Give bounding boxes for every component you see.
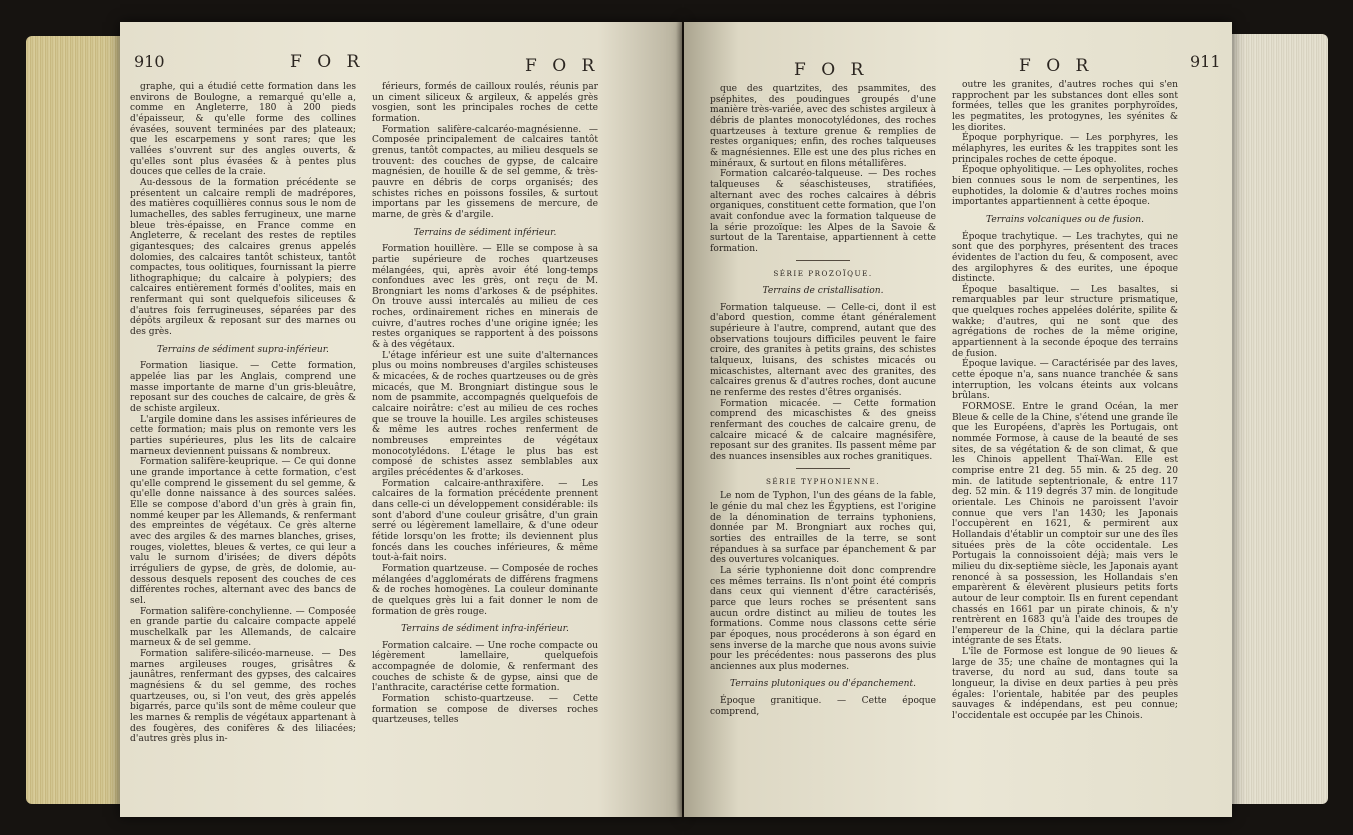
running-head-right-1: F O R — [794, 60, 869, 80]
section-heading: Terrains de sédiment inférieur. — [413, 227, 557, 238]
paragraph: Formation salifère-calcaréo-magnésienne. — Composée principalement de calcaires tantôt grenus, tantôt compactes, au milieu desquels se trouvent: des couches de gypse, de calcaire magnésien, de houille & de sel gemme, & très-pauvre en débris de corps organisés; des schistes riches en poissons fossiles, & surtout importans par les gissemens de mercure, de marne, de grès & d'argile. — [372, 124, 598, 220]
section-rule — [796, 468, 850, 469]
series-heading: SÉRIE PROZOÏQUE. — [773, 268, 873, 278]
paragraph: Époque lavique. — Caractérisée par des laves, cette époque n'a, sans nuance tranchée & sans interruption, les volcans éteints aux volcans brûlans. — [952, 359, 1178, 402]
paragraph: Époque basaltique. — Les basaltes, si remarquables par leur structure prismatique, que quelques roches appelées dolérite, spilite & wakke; d'autres, qui ne sont que des agrégations de roches de la même origine, appartiennent à la seconde époque des terrains de fusion. — [952, 284, 1178, 359]
paragraph: Formation salifère-silicéo-marneuse. — Des marnes argileuses rouges, grisâtres & jaunâtres, renfermant des gypses, des calcaires magnésiens & du sel gemme, des roches quartzeuses, ou, si l'on veut, des grès appelés bigarrés, parce qu'ils sont de même couleur que les marnes & remplis de végétaux appartenant à des fougères, des conifères & des liliacées; d'autres grès plus in- — [130, 649, 356, 745]
section-heading: Terrains volcaniques ou de fusion. — [986, 214, 1144, 225]
paragraph: Époque trachytique. — Les trachytes, qui ne sont que des porphyres, présentent des traces évidentes de l'action du feu, & composent, avec des argilophyres & des eurites, une époque distincte. — [952, 231, 1178, 285]
paragraph: FORMOSE. Entre le grand Océan, la mer Bleue & celle de la Chine, s'étend une grande île que les Européens, d'après les Portugais, ont nommée Formose, à cause de la beauté de ses sites, de sa végétation & de son climat, & que les Chinois appellent Thaï-Wan. Elle est comprise entre 21 deg. 55 min. & 25 deg. 20 min. de latitude septentrionale, & entre 117 deg. 52 min. & 119 degrés 37 min. de longitude orientale. Les Chinois ne paroissent l'avoir connue que vers l'an 1430; les Japonais l'occupèrent en 1621, & permirent aux Hollandais d'établir un comptoir sur une des îles situées près de la côte occidentale. Les Portugais la connoissoient déjà; mais vers le milieu du dix-septième siècle, les Japonais ayant renoncé à sa possession, les Hollandais s'en emparèrent & élevèrent plusieurs petits forts autour de leur comptoir. Ils en furent cependant chassés en 1661 par un pirate chinois, & n'y rentrèrent en 1683 qu'à l'aide des troupes de l'empereur de la Chine, qui la déclara partie intégrante de ses États. — [952, 402, 1178, 647]
left-page-column-1 — [130, 82, 356, 745]
paragraph: outre les granites, d'autres roches qui s'en rapprochent par les substances dont elles sont formées, telles que les granites porphyroïdes, les pegmatites, les protogynes, les syénites & les diorites. — [952, 80, 1178, 133]
paragraph: L'argile domine dans les assises inférieures de cette formation; mais plus on remonte vers les parties supérieures, plus les lits de calcaire marneux deviennent puissans & nombreux. — [130, 414, 356, 457]
paragraph: Le nom de Typhon, l'un des géans de la fable, le génie du mal chez les Égyptiens, est l'origine de la dénomination de terrains typhoniens, donnée par M. Brongniart aux roches qui, sorties des entrailles de la terre, se sont répandues à sa surface par épanchement & par des ouvertures volcaniques. — [710, 491, 936, 566]
paragraph: graphe, qui a étudié cette formation dans les environs de Boulogne, a remarqué qu'elle a, comme en Angleterre, 180 à 200 pieds d'épaisseur, & qu'elle forme des collines évasées, souvent terminées par des plateaux; que les escarpemens y sont rares; que les vallées s'ouvrent sur des angles ouverts, & qu'elles sont plus évasées & à pentes plus douces que celles de la craie. — [130, 82, 356, 178]
section-heading: Terrains de sédiment supra-inférieur. — [157, 344, 329, 355]
paragraph: Formation calcaire-anthraxifère. — Les calcaires de la formation précédente prennent dans celle-ci un développement considérable: ils sont d'abord d'une couleur grisâtre, d'un grain serré ou légèrement lamellaire, & d'une odeur fétide lorsqu'on les frotte; ils deviennent plus foncés dans les couches inférieures, & même tout-à-fait noirs. — [372, 478, 598, 564]
left-page-edges — [26, 36, 120, 804]
paragraph: Formation calcaire. — Une roche compacte ou légèrement lamellaire, quelquefois accompagnée de dolomie, & renfermant des couches de schiste & de gypse, ainsi que de l'anthracite, caractérise cette formation. — [372, 640, 598, 694]
paragraph: Époque granitique. — Cette époque comprend, — [710, 696, 936, 717]
paragraph: Formation houillère. — Elle se compose à sa partie supérieure de roches quartzeuses mélangées, qui, après avoir été long-temps confondues avec les grès, ont reçu de M. Brongniart les noms d'arkoses & de pséphites. On trouve aussi intercalés au milieu de ces roches, ordinairement riches en minerais de cuivre, d'autres roches d'une origine ignée; les restes organiques se rapportent à des poissons & à des végétaux. — [372, 244, 598, 351]
running-head-left-2: F O R — [525, 56, 600, 76]
paragraph: Formation quartzeuse. — Composée de roches mélangées d'agglomérats de différens fragmens & de roches homogènes. La couleur dominante de quelques grès lui a fait donner le nom de formation de grès rouge. — [372, 563, 598, 617]
right-page-column-2 — [952, 80, 1178, 722]
paragraph: Formation salifère-conchylienne. — Composée en grande partie du calcaire compacte appelé muschelkalk par les Allemands, de calcaire marneux & de sel gemme. — [130, 606, 356, 649]
running-head-left-1: F O R — [290, 52, 365, 72]
paragraph: Formation calcaréo-talqueuse. — Des roches talqueuses & séaschisteuses, stratifiées, alternant avec des roches calcaires à débris organiques, constituent cette formation, que l'on avait confondue avec la formation talqueuse de la série prozoïque: les Alpes de la Savoie & surtout de la Tarentaise, appartiennent à cette formation. — [710, 169, 936, 254]
paragraph: Formation liasique. — Cette formation, appelée lias par les Anglais, comprend une masse importante de marne d'un gris-bleuâtre, reposant sur des couches de calcaire, de grès & de schiste argileux. — [130, 361, 356, 415]
paragraph: Formation schisto-quartzeuse. — Cette formation se compose de diverses roches quartzeuses, telles — [372, 694, 598, 726]
left-page-column-2 — [372, 82, 598, 726]
page-number-left: 910 — [134, 52, 165, 71]
running-head-right-2: F O R — [1019, 56, 1094, 76]
right-page-edges — [1232, 34, 1328, 804]
paragraph: Formation salifère-keuprique. — Ce qui donne une grande importance à cette formation, c'est qu'elle comprend le gissement du sel gemme, & qu'elle donne naissance à des sources salées. Elle se compose d'abord d'un grès à grain fin, nommé keuper par les Allemands, & renfermant des empreintes de végétaux. Ce grès alterne avec des argiles & des marnes blanches, grises, rouges, violettes, bleues & vertes, ce qui leur a valu le surnom d'irisées; de divers dépôts irréguliers de gypse, de grès, de dolomie, au-dessous desquels reposent des couches de ces différentes roches, alternant avec des bancs de sel. — [130, 457, 356, 606]
paragraph: férieurs, formés de cailloux roulés, réunis par un ciment siliceux & argileux, & appelés grès vosgien, sont les principales roches de cette formation. — [372, 82, 598, 124]
paragraph: Époque ophyolitique. — Les ophyolites, roches bien connues sous le nom de serpentines, les euphotides, la dolomie & d'autres roches moins importantes appartiennent à cette époque. — [952, 165, 1178, 208]
paragraph: Au-dessous de la formation précédente se présentent un calcaire rempli de madrépores, des matières coquillières connus sous le nom de lumachelles, des sables ferrugineux, une marne bleue très-épaisse, en France comme en Angleterre, & recelant des restes de reptiles gigantesques; des calcaires grenus appelés dolomies, des calcaires tantôt schisteux, tantôt compactes, tous oolitiques, fournissant la pierre lithographique; du calcaire à polypiers; des calcaires entièrement formés d'oolites, mais en renfermant qui sont quelquefois siliceuses & d'autres fois ferrugineuses, séparées par des dépôts argileux & reposant sur des marnes ou des grès. — [130, 177, 356, 338]
section-heading: Terrains de sédiment infra-inférieur. — [401, 624, 569, 635]
paragraph: Époque porphyrique. — Les porphyres, les mélaphyres, les eurites & les trappites sont les principales roches de cette époque. — [952, 133, 1178, 165]
right-page — [684, 22, 1232, 817]
section-heading: Terrains plutoniques ou d'épanchement. — [729, 679, 917, 690]
series-heading: SÉRIE TYPHONIENNE. — [766, 476, 880, 486]
right-page-column-1 — [710, 84, 936, 717]
paragraph: que des quartzites, des psammites, des pséphites, des poudingues groupés d'une manière très-variée, avec des schistes argileux à débris de plantes monocotylédones, des roches quartzeuses à texture grenue & remplies de restes organiques; enfin, des roches talqueuses & magnésiennes. Elle est une des plus riches en minéraux, & surtout en filons métallifères. — [710, 84, 936, 169]
paragraph: L'île de Formose est longue de 90 lieues & large de 35; une chaîne de montagnes qui la traverse, du nord au sud, dans toute sa longueur, la divise en deux parties à peu près égales: l'orientale, habitée par des peuples sauvages & indépendans, est peu connue; l'occidentale est occupée par les Chinois. — [952, 647, 1178, 722]
paragraph: L'étage inférieur est une suite d'alternances plus ou moins nombreuses d'argiles schisteuses & micacées, & de roches quartzeuses ou de grès micacés, que M. Brongniart distingue sous le nom de psammite, accompagnés quelquefois de calcaire noirâtre: c'est au milieu de ces roches que se trouve la houille. Les argiles schisteuses & même les autres roches renferment de nombreuses empreintes de végétaux monocotylédons. L'étage le plus bas est composé de schistes assez semblables aux argiles précédentes & d'arkoses. — [372, 350, 598, 478]
paragraph: Formation micacée. — Cette formation comprend des micaschistes & des gneiss renfermant des couches de calcaire grenu, de calcaire micacé & de calcaire magnésifère, reposant sur des granites. Ils passent même par des nuances insensibles aux roches granitiques. — [710, 398, 936, 462]
paragraph: Formation talqueuse. — Celle-ci, dont il est d'abord question, comme étant généralement supérieure à l'autre, comprend, autant que des observations toujours difficiles peuvent le faire croire, des granites à petits grains, des schistes talqueux, luisans, des schistes micacés ou micaschistes, alternant avec des granites, des calcaires grenus & d'autres roches, dont aucune ne renferme des restes d'êtres organisés. — [710, 302, 936, 399]
paragraph: La série typhonienne doit donc comprendre ces mêmes terrains. Ils n'ont point été compris dans ceux qui viennent d'être caractérisés, parce que leurs roches se présentent sans aucun ordre distinct au milieu de toutes les formations. Comme nous classons cette série par époques, nous procéderons à son égard en sens inverse de la marche que nous avons suivie pour les précédentes: nous passerons des plus anciennes aux plus modernes. — [710, 565, 936, 672]
section-heading: Terrains de cristallisation. — [762, 286, 884, 297]
page-number-right: 911 — [1190, 52, 1221, 71]
section-rule — [796, 260, 850, 261]
left-page — [120, 22, 682, 817]
